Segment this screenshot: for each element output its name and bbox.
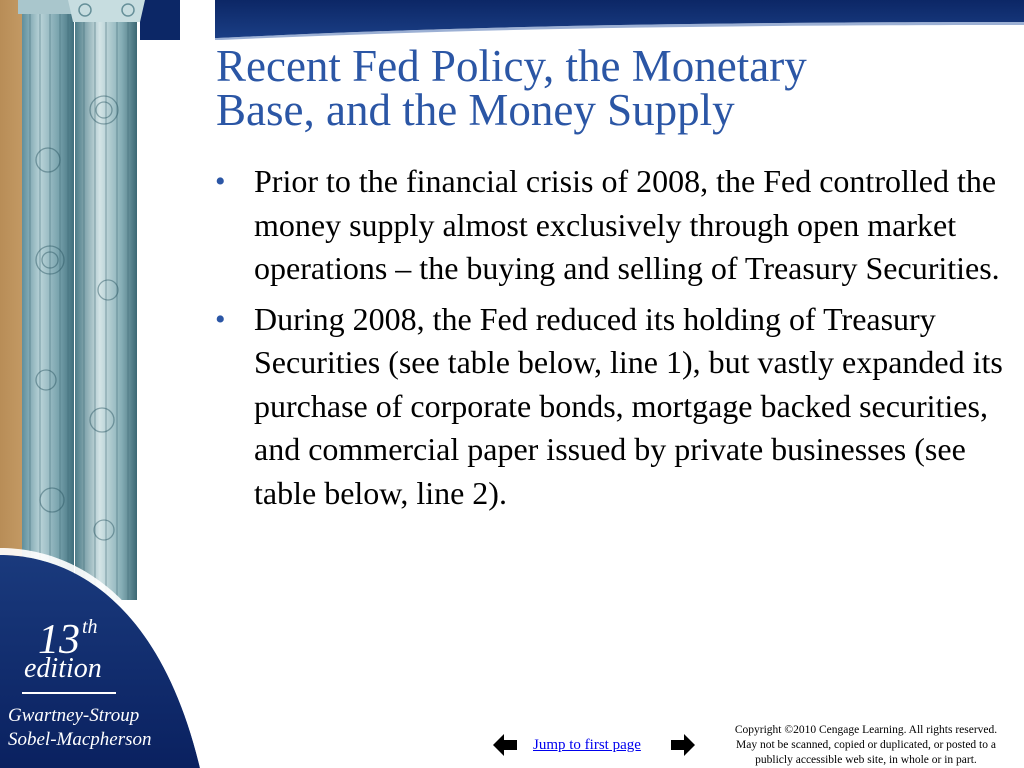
copyright-line-2: May not be scanned, copied or duplicated, or posted to a	[736, 739, 996, 751]
bullet-text: During 2008, the Fed reduced its holding of Treasury Securities (see table below, line 1), but vastly expanded its purchase of corporate bonds, mortgage backed securities, and commercial paper issued by private businesses (see table below, line 2).	[254, 300, 1003, 511]
copyright-notice	[716, 723, 1016, 768]
bullet-list	[215, 160, 1010, 522]
authors	[8, 704, 152, 752]
bullet-marker: •	[215, 302, 226, 336]
edition-suffix: th	[82, 616, 98, 638]
bullet-text: Prior to the financial crisis of 2008, the Fed controlled the money supply almost exclusively through open market operations – the buying and selling of Treasury Securities.	[254, 163, 1000, 286]
edition-label: edition	[24, 653, 102, 684]
bullet-marker: •	[215, 165, 226, 198]
bullet-item	[215, 160, 1010, 291]
top-band	[180, 0, 1024, 40]
authors-line-1: Gwartney-Stroup	[8, 705, 140, 726]
left-arrow-icon[interactable]	[492, 732, 518, 758]
slide-title	[216, 41, 1006, 135]
copyright-line-3: publicly accessible web site, in whole or in part.	[755, 754, 977, 766]
edition-number: 13 $^{th}$	[38, 616, 98, 663]
title-line-1: Recent Fed Policy, the Monetary	[216, 41, 807, 91]
authors-line-2: Sobel-Macpherson	[8, 729, 152, 750]
copyright-line-1: Copyright ©2010 Cengage Learning. All rights reserved.	[734, 724, 998, 736]
bullet-item	[215, 298, 1010, 516]
jump-to-first-page-link[interactable]: Jump to first page	[533, 737, 641, 753]
edition-divider	[22, 692, 116, 694]
left-decoration	[0, 0, 215, 768]
title-line-2: Base, and the Money Supply	[216, 85, 735, 135]
right-arrow-icon[interactable]	[670, 732, 696, 758]
